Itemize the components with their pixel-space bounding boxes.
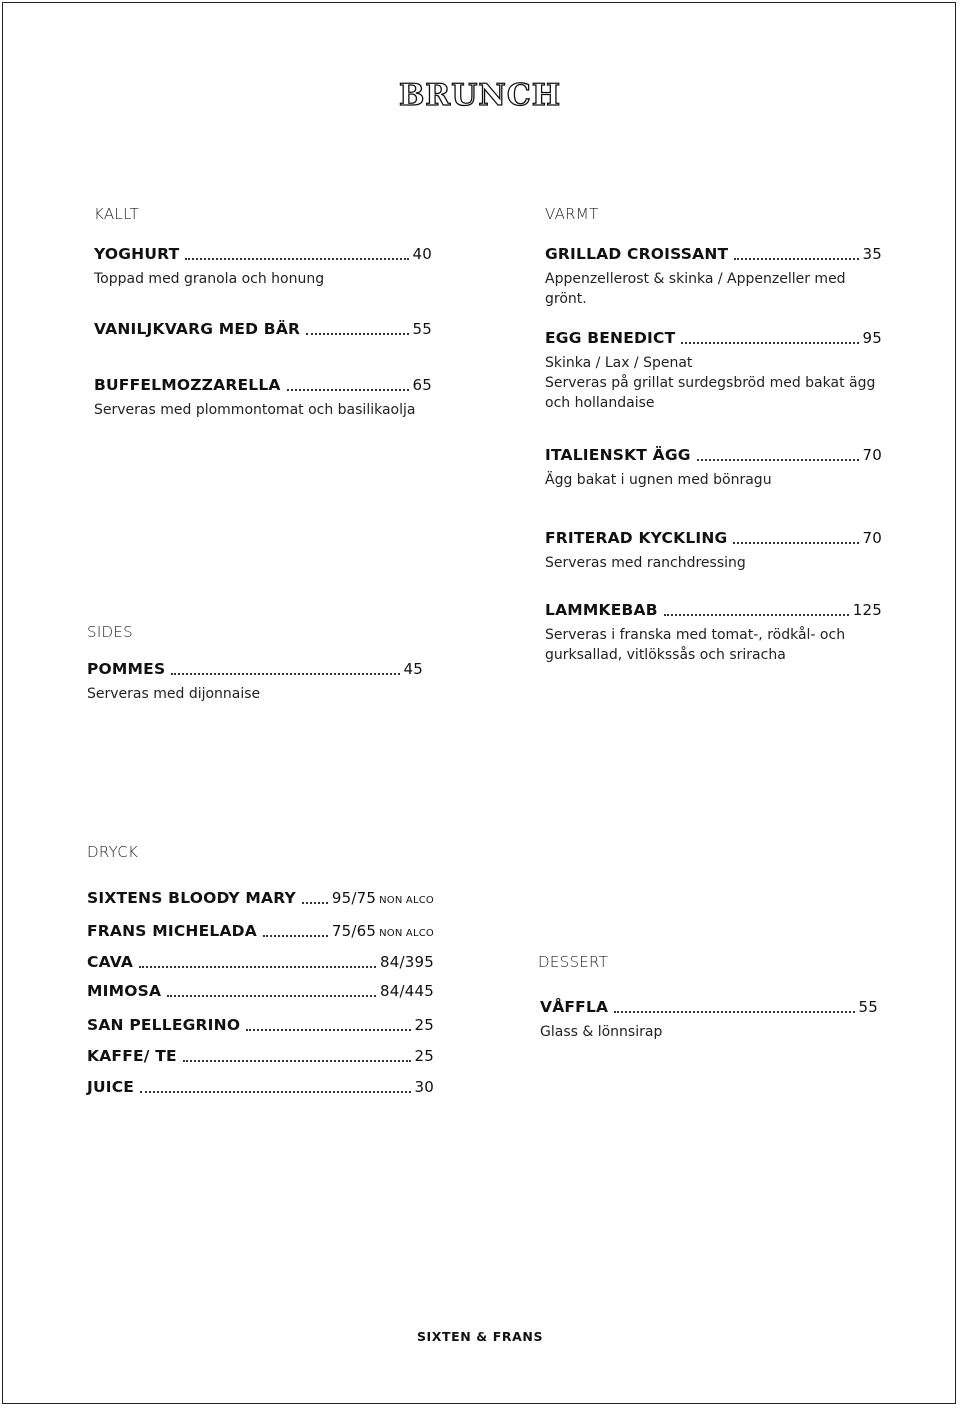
dot-leader: [664, 614, 849, 616]
dot-leader: [185, 258, 408, 260]
item-name: VANILJKVARG MED BÄR: [94, 320, 301, 338]
dot-leader: [681, 342, 858, 344]
item-name: YOGHURT: [94, 245, 180, 263]
dot-leader: [697, 459, 859, 461]
item-name: VÅFFLA: [540, 998, 609, 1016]
dot-leader: [734, 258, 858, 260]
item-name: FRANS MICHELADA: [87, 922, 257, 940]
item-price: 70: [862, 529, 882, 547]
item-name: FRITERAD KYCKLING: [545, 529, 728, 547]
menu-item: [545, 245, 882, 309]
item-price: 125: [852, 601, 882, 619]
drink-item: [87, 1047, 434, 1065]
section-heading-varmt: VARMT: [545, 205, 599, 223]
item-name: SAN PELLEGRINO: [87, 1016, 241, 1034]
item-price: 70: [862, 446, 882, 464]
item-price: 40: [412, 245, 432, 263]
drink-item: [87, 889, 434, 907]
menu-item: [94, 320, 432, 338]
footer-brand: SIXTEN & FRANS: [416, 1329, 544, 1344]
dot-leader: [246, 1029, 410, 1031]
item-description-line: och hollandaise: [545, 395, 655, 411]
dot-leader: [302, 902, 328, 904]
item-name: ITALIENSKT ÄGG: [545, 446, 691, 464]
item-description-line: Serveras i franska med tomat-, rödkål- och: [545, 627, 846, 643]
section-heading-sides: SIDES: [87, 623, 133, 641]
item-note: NON ALCO: [379, 928, 434, 939]
item-name: SIXTENS BLOODY MARY: [87, 889, 296, 907]
item-name: MIMOSA: [87, 982, 162, 1000]
item-price: 30: [414, 1078, 434, 1096]
item-price: 95: [862, 329, 882, 347]
item-name: KAFFE/ TE: [87, 1047, 177, 1065]
dot-leader: [183, 1060, 411, 1062]
item-description: Serveras med ranchdressing: [545, 555, 746, 571]
menu-item: [540, 998, 878, 1042]
dot-leader: [287, 389, 409, 391]
drink-item: [87, 1016, 434, 1034]
dot-leader: [614, 1011, 854, 1013]
dot-leader: [167, 995, 376, 997]
item-name: JUICE: [87, 1078, 135, 1096]
drink-item: [87, 1078, 434, 1096]
menu-item: [94, 376, 432, 420]
drink-item: [87, 922, 434, 940]
item-description: Glass & lönnsirap: [540, 1024, 663, 1040]
item-description: Toppad med granola och honung: [94, 271, 325, 287]
item-price: 95/75: [331, 889, 377, 907]
item-name: LAMMKEBAB: [545, 601, 658, 619]
item-price: 84/445: [380, 982, 434, 1000]
drink-item: [87, 953, 434, 971]
item-description-line: Serveras på grillat surdegsbröd med bakat ägg: [545, 375, 876, 391]
menu-item: [545, 446, 882, 490]
item-price: 25: [414, 1047, 434, 1065]
item-price: 65: [412, 376, 432, 394]
item-name: BUFFELMOZZARELLA: [94, 376, 281, 394]
dot-leader: [171, 673, 399, 675]
item-description: Serveras med plommontomat och basilikaolja: [94, 402, 416, 418]
dot-leader: [140, 1091, 410, 1093]
item-description: Ägg bakat i ugnen med bönragu: [545, 472, 772, 488]
dot-leader: [139, 966, 376, 968]
drink-item: [87, 982, 434, 1000]
item-price: 55: [858, 998, 878, 1016]
item-price: 25: [414, 1016, 434, 1034]
item-name: CAVA: [87, 953, 134, 971]
menu-item: [87, 660, 423, 704]
item-price: 55: [412, 320, 432, 338]
item-description-line: gurksallad, vitlökssås och sriracha: [545, 647, 786, 663]
item-name: EGG BENEDICT: [545, 329, 676, 347]
item-description: Serveras med dijonnaise: [87, 686, 261, 702]
item-description: Appenzellerost & skinka / Appenzeller med grönt.: [545, 271, 846, 307]
dot-leader: [263, 935, 328, 937]
section-heading-dryck: DRYCK: [87, 843, 139, 861]
menu-item: [545, 329, 882, 413]
dot-leader: [733, 542, 858, 544]
item-name: GRILLAD CROISSANT: [545, 245, 729, 263]
page-title: BRUNCH: [398, 78, 562, 113]
menu-item: [94, 245, 432, 289]
item-description-line: Skinka / Lax / Spenat: [545, 355, 693, 371]
item-description: [545, 353, 882, 413]
item-price: 45: [403, 660, 423, 678]
menu-item: [545, 601, 882, 665]
item-name: POMMES: [87, 660, 166, 678]
item-description: [545, 625, 882, 665]
menu-item: [545, 529, 882, 573]
item-price: 75/65: [331, 922, 377, 940]
section-heading-dessert: DESSERT: [538, 953, 609, 971]
item-note: NON ALCO: [379, 895, 434, 906]
item-price: 35: [862, 245, 882, 263]
item-price: 84/395: [380, 953, 434, 971]
section-heading-kallt: KALLT: [94, 205, 140, 223]
dot-leader: [306, 333, 408, 335]
